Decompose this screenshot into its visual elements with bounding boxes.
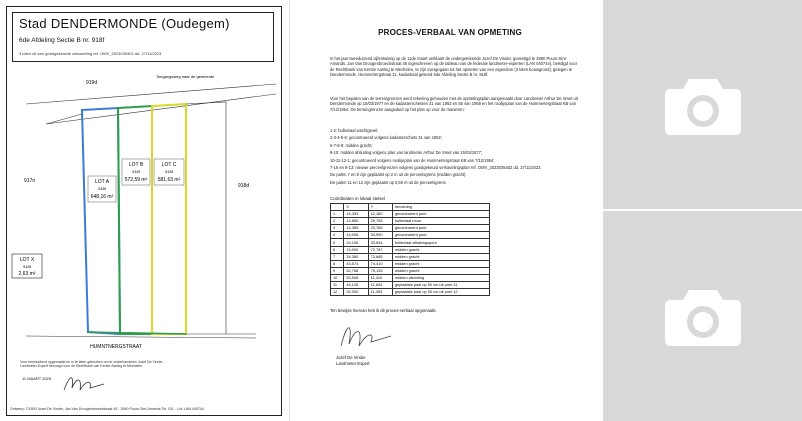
- surveyor-signature-block: [336, 355, 370, 366]
- top-note: Toegangsweg naar de gemeente: [156, 74, 215, 79]
- signature-image: [335, 318, 395, 354]
- table-cell: midden gracht: [392, 260, 489, 267]
- table-cell: 75,135: [368, 267, 392, 274]
- table-cell: midden gracht: [392, 246, 489, 253]
- table-cell: 43,574: [344, 260, 368, 267]
- table-cell: gecontrueerd punt: [392, 225, 489, 232]
- table-cell: 19,000: [344, 246, 368, 253]
- svg-text:LOT A: LOT A: [94, 179, 110, 185]
- col-header-name: benaming: [392, 204, 489, 211]
- table-cell: 11,834: [368, 282, 392, 289]
- svg-text:918f: 918f: [23, 264, 31, 269]
- table-cell: 25,766: [368, 225, 392, 232]
- plan-section: 6de Afdeling Sectie B nr. 918f: [19, 37, 105, 44]
- table-header-row: [331, 204, 490, 211]
- svg-text:2,63 m²: 2,63 m²: [18, 271, 36, 277]
- list-item: 10-11-12-1: gecontrueerd volgens rooilijnplan van de Hummertergstraat KB van 7/12/1954;: [330, 157, 495, 163]
- pv-title: PROCES-VERBAAL VAN OPMETING: [378, 28, 522, 37]
- table-row: [331, 239, 490, 246]
- table-cell: 53,508: [344, 274, 368, 281]
- lot-b-label: [122, 159, 150, 185]
- lot-c-label: [154, 159, 184, 185]
- table-cell: 7: [331, 253, 344, 260]
- list-item: 1-2: bulleniaal wachtgevel;: [330, 128, 379, 133]
- image-placeholder-2[interactable]: [603, 211, 802, 421]
- table-cell: geplaatste paal op 50 cm uit punt 12: [392, 289, 489, 296]
- table-cell: 3: [331, 225, 344, 232]
- pv-intro: In het jaar tweeduizend vijfentwintig op de 11de maart verklaart de ondergetekende Jozef De Vinder, gevestigd te 2890 Puurs-Sint-Amands, Jan Van Droogenbroeckstraat 45 ingeschreven op de tableau van de federale landmeter-experten (LAN 040744), beëdigd voor de Rechtbank van Eerste Aanleg te Mechelen, te zijn overgegaan tot het opmeten van een eigendom (3 loten bouwgrond), gelegen te Dendermonde, Hummertergstraat 11, kadastraal gekend 6de Afdeling Sectie B nr. 918f.: [330, 56, 578, 78]
- signature-image: [60, 370, 110, 396]
- table-cell: 73,685: [368, 253, 392, 260]
- table-cell: 34,900: [344, 289, 368, 296]
- col-header-x: X: [344, 204, 368, 211]
- table-cell: 8: [331, 260, 344, 267]
- table-cell: gecontrueerd punt: [392, 232, 489, 239]
- table-cell: 24,196: [344, 239, 368, 246]
- table-cell: 11: [331, 282, 344, 289]
- surveyor-role: Landmeter-Expert: [336, 360, 370, 366]
- table-cell: midden gracht: [392, 253, 489, 260]
- table-row: [331, 218, 490, 225]
- table-cell: 11,453: [368, 289, 392, 296]
- table-cell: gecontrueerd punt: [392, 211, 489, 218]
- col-header-y: Y: [368, 204, 392, 211]
- table-cell: midden afsluiting: [392, 274, 489, 281]
- table-cell: 12: [331, 289, 344, 296]
- neighbour-left: 917n: [24, 178, 36, 184]
- svg-text:LOT X: LOT X: [19, 257, 35, 263]
- col-header-nr: [331, 204, 344, 211]
- table-row: [331, 253, 490, 260]
- table-cell: 52,768: [344, 267, 368, 274]
- table-cell: 74,410: [368, 260, 392, 267]
- table-row: [331, 246, 490, 253]
- list-item: 9-10: midden afsluiting volgens plan van landmeter Arthur De Smet van 15/03/1977;: [330, 150, 483, 156]
- plan-title: Stad DENDERMONDE (Oudegem): [19, 16, 230, 31]
- table-row: [331, 211, 490, 218]
- lot-a-outline: [82, 108, 120, 334]
- table-row: [331, 267, 490, 274]
- svg-text:918f: 918f: [132, 169, 140, 174]
- svg-text:918f: 918f: [98, 186, 106, 191]
- svg-text:581,63 m²: 581,63 m²: [157, 177, 181, 183]
- list-item: 2-3-4-5-6: gecontrueerd volgens kadasterschets 31 van 1952;: [330, 135, 442, 141]
- table-cell: bulleniaal muur: [392, 218, 489, 225]
- lot-x-label: [12, 254, 42, 278]
- table-cell: 6: [331, 246, 344, 253]
- table-row: [331, 260, 490, 267]
- table-cell: 44,126: [344, 282, 368, 289]
- pv-method: Voor het bepalen van de terreingrenzen werd rekening gehouden met de opmetingsplan aangemaakt door Landmeter Arthur De Smet uit Dendermonde op 15/03/1977 en de kadasterschetsen 31 van 1952 en 55 van 1959 en het rooilijnplan van de Hummertergstraat KB van 7/12/1954. De terreingrenzen aangeduid op het plan op voor de manieren:: [330, 96, 578, 112]
- neighbour-top: 919d: [86, 80, 98, 86]
- table-cell: 15,353: [344, 211, 368, 218]
- table-row: [331, 225, 490, 232]
- coords-title: Coördinaten in lokaal stelsel: [330, 196, 385, 201]
- table-row: [331, 232, 490, 239]
- table-cell: bulleniaal afbakingspunt: [392, 239, 489, 246]
- table-cell: 14,365: [344, 225, 368, 232]
- pv-boundary-list: [330, 128, 578, 187]
- image-placeholder-1[interactable]: [603, 0, 802, 209]
- table-cell: 1: [331, 211, 344, 218]
- plan-subtitle: 3 loten uit een goedgekeurde verkaveling ref. OMV_2023035402 dd. 27/11/2023: [19, 51, 162, 56]
- table-cell: 72,787: [368, 246, 392, 253]
- table-cell: 25,755: [368, 218, 392, 225]
- parcel-drawing: [6, 64, 282, 364]
- lot-a-label: [88, 176, 116, 202]
- coordinates-table: [330, 203, 490, 296]
- plan-date: 11 MAART 2025: [22, 376, 52, 381]
- plan-footer: Ontwerp: 7/1800 Jozef De Vinder, Jan Van Droogenbroeckstraat 45 - 2890 Puurs-Sint-Amands Tel. 03/... Lid: LAN 040744: [10, 407, 204, 411]
- proces-verbaal-page: [300, 0, 600, 421]
- table-cell: 12,180: [368, 211, 392, 218]
- street-name: HUMNTNERGSTRAAT: [90, 344, 142, 350]
- table-cell: 30,590: [368, 232, 392, 239]
- svg-text:918f: 918f: [165, 169, 173, 174]
- table-cell: 11,410: [368, 274, 392, 281]
- lot-b-outline: [118, 106, 152, 334]
- table-cell: 14,850: [344, 218, 368, 225]
- svg-text:572,59 m²: 572,59 m²: [124, 177, 148, 183]
- svg-text:648,16 m²: 648,16 m²: [90, 194, 114, 200]
- table-row: [331, 289, 490, 296]
- survey-plan: [0, 0, 290, 421]
- table-cell: 34,380: [344, 253, 368, 260]
- pv-sign-text: Ten bewijze hiervan heb ik dit proces-verbaal opgemaakt.: [330, 308, 437, 313]
- table-cell: midden gracht: [392, 267, 489, 274]
- svg-text:LOT B: LOT B: [128, 162, 144, 168]
- lot-c-outline: [152, 104, 186, 334]
- table-row: [331, 282, 490, 289]
- list-item: De palen 7 en 8 zijn geplaatst op 2 m uit de perceelsgrens (midden gracht).: [330, 172, 467, 178]
- list-item: 7-16 en 8-13: nieuwe perceelgrenzen volgens goedgekeurd verkavelingsplan ref. OMV_2023035402 dd. 27/11/2023.: [330, 165, 542, 171]
- table-cell: 5: [331, 239, 344, 246]
- list-item: 6-7-8-9: midden gracht;: [330, 142, 373, 148]
- surveyor-name: Jozef De Vinder: [336, 355, 366, 360]
- table-cell: 4: [331, 232, 344, 239]
- table-cell: 33,544: [368, 239, 392, 246]
- plan-note: Voor eensluidend opgemaakt en in te laten gebruiken om te onderhandelen Jozef De Vinder, Landmeter-Expert bevoegd voor de Rechtbank van Eerste Aanleg te Mechelen.: [20, 360, 164, 369]
- table-cell: 9: [331, 267, 344, 274]
- camera-icon: [663, 73, 743, 137]
- table-cell: 14,008: [344, 232, 368, 239]
- neighbour-right: 918d: [238, 183, 250, 189]
- table-cell: 2: [331, 218, 344, 225]
- camera-icon: [663, 284, 743, 348]
- list-item: De palen 11 en 12 zijn geplaatst op 0,50 m uit de perceelsgrens.: [330, 179, 447, 185]
- plan-header: [12, 12, 274, 62]
- table-row: [331, 274, 490, 281]
- svg-text:LOT C: LOT C: [161, 162, 177, 168]
- table-cell: 10: [331, 274, 344, 281]
- table-cell: geplaatste paal op 50 cm uit punt 11: [392, 282, 489, 289]
